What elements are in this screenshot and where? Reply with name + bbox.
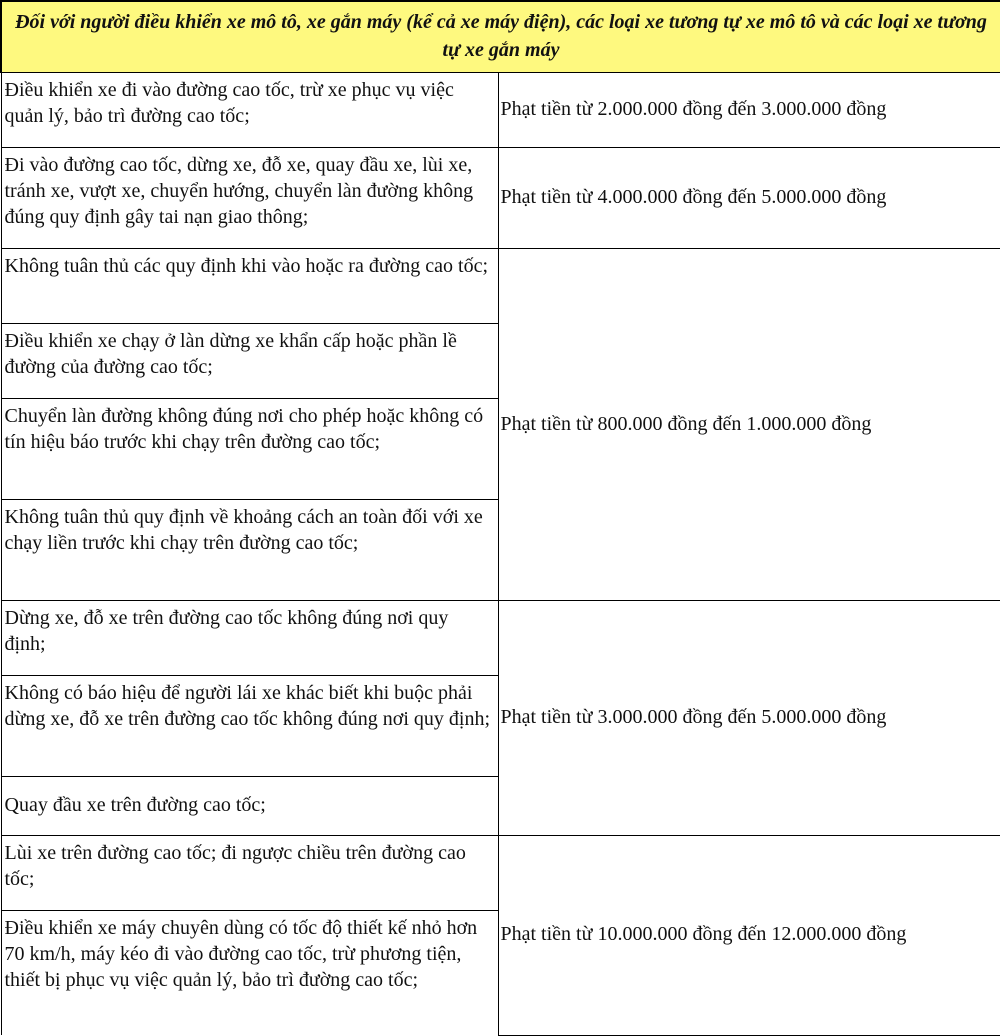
violation-cell: Điều khiển xe đi vào đường cao tốc, trừ xe phục vụ việc quản lý, bảo trì đường cao tốc;: [1, 73, 498, 148]
table-header-row: [1, 1, 1000, 73]
table-row: [1, 73, 1000, 148]
penalty-cell: Phạt tiền từ 3.000.000 đồng đến 5.000.000 đồng: [498, 601, 1000, 836]
violation-cell: Không tuân thủ quy định về khoảng cách an toàn đối với xe chạy liền trước khi chạy trên đường cao tốc;: [1, 500, 498, 601]
table-row: [1, 601, 1000, 676]
violation-cell: Điều khiển xe máy chuyên dùng có tốc độ thiết kế nhỏ hơn 70 km/h, máy kéo đi vào đường cao tốc, trừ phương tiện, thiết bị phục vụ việc quản lý, bảo trì đường cao tốc;: [1, 911, 498, 1036]
violation-cell: Không có báo hiệu để người lái xe khác biết khi buộc phải dừng xe, đỗ xe trên đường cao tốc không đúng nơi quy định;: [1, 676, 498, 777]
violation-cell: Đi vào đường cao tốc, dừng xe, đỗ xe, quay đầu xe, lùi xe, tránh xe, vượt xe, chuyển hướng, chuyển làn đường không đúng quy định gây tai nạn giao thông;: [1, 148, 498, 249]
penalty-cell: Phạt tiền từ 800.000 đồng đến 1.000.000 đồng: [498, 249, 1000, 601]
penalty-cell: Phạt tiền từ 2.000.000 đồng đến 3.000.000 đồng: [498, 73, 1000, 148]
violation-cell: Chuyển làn đường không đúng nơi cho phép hoặc không có tín hiệu báo trước khi chạy trên đường cao tốc;: [1, 399, 498, 500]
violation-cell: Dừng xe, đỗ xe trên đường cao tốc không đúng nơi quy định;: [1, 601, 498, 676]
table-row: [1, 249, 1000, 324]
table-row: [1, 148, 1000, 249]
table-header: Đối với người điều khiển xe mô tô, xe gắn máy (kể cả xe máy điện), các loại xe tương tự xe mô tô và các loại xe tương tự xe gắn máy: [1, 1, 1000, 73]
violation-cell: Lùi xe trên đường cao tốc; đi ngược chiều trên đường cao tốc;: [1, 836, 498, 911]
penalty-cell: Phạt tiền từ 4.000.000 đồng đến 5.000.000 đồng: [498, 148, 1000, 249]
violation-cell: Quay đầu xe trên đường cao tốc;: [1, 777, 498, 836]
penalty-cell: Phạt tiền từ 10.000.000 đồng đến 12.000.000 đồng: [498, 836, 1000, 1036]
violation-cell: Không tuân thủ các quy định khi vào hoặc ra đường cao tốc;: [1, 249, 498, 324]
table-row: [1, 836, 1000, 911]
violation-cell: Điều khiển xe chạy ở làn dừng xe khẩn cấp hoặc phần lề đường của đường cao tốc;: [1, 324, 498, 399]
